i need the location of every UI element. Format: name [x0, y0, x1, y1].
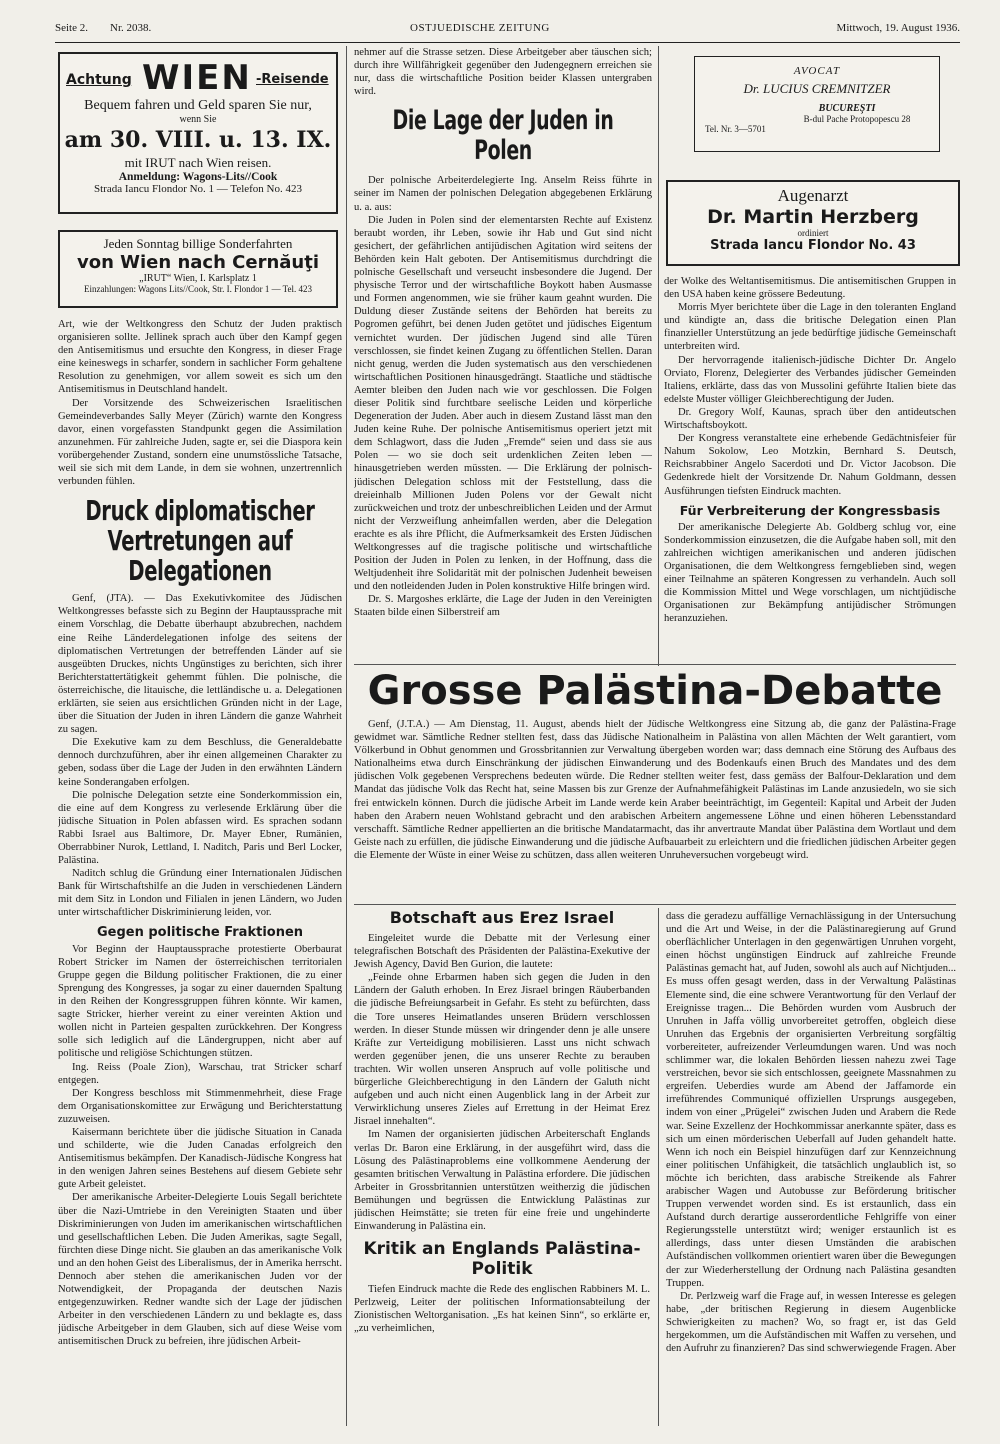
- debatte-headline: Grosse Palästina-Debatte: [367, 668, 943, 714]
- ad-wien-line5: Strada Iancu Flondor No. 1 — Telefon No. 423: [94, 183, 302, 195]
- issue-date: Mittwoch, 19. August 1936.: [836, 22, 960, 34]
- druck-headline: Druck diplomatischer Vertretungen auf Delegationen: [85, 494, 315, 588]
- polen-p1: Der polnische Arbeiterdelegierte Ing. Anselm Reiss führte in seiner im Namen der polnischen Delegation abgegebenen Erklärung u. a. aus:: [354, 175, 652, 213]
- debatte-text: Genf, (J.T.A.) — Am Dienstag, 11. August, abends hielt der Jüdische Weltkongress eine Sitzung ab, die ganz der Palästina-Frage gewidmet war. Sämtliche Redner stellten fest, dass das Jüdische Nationalheim in Palästina von allen Mächten der Welt garantiert, vom Völkerbund in Obhut genommen und Grossbritannien zur Verwaltung übergeben worden war; dass demnach eine Störung des Aufbaus des Nationalheims etwa durch Einschränkung der jüdischen Einwanderung und des Bodenkaufs einen Bruch des Mandates und des dem jüdischen Volk gegebenen Versprechens bedeuten würde. Die Redner stellten weiter fest, dass gemäss der Balfour-Deklaration und dem Mandat das jüdische Volk das Recht hat, seine Massen bis zur Grenze der Aufnahmefähigkeit Palästinas im Lande anzusiedeln, wo sie sich frei entwickeln können. Durch die jüdische Arbeit im Lande werde kein Araber beeinträchtigt, im Gegenteil: Kapital und Arbeit der Juden haben den Arabern neuen Wohlstand gebracht und den arabischen Arbeitern angemessene Löhne und einen höheren Lebensstandard verschafft. Sämtliche Redner appellierten an die britische Mandatarmacht, das ihr anvertraute Mandat über Palästina dem Wortlaut und dem Geiste nach zu erfüllen, die jüdische Einwanderung und die jüdische Aufbauarbeit zu erleichtern und die friedlichen jüdischen Arbeiter gegen die Elemente der Wüste in einer Weise zu schützen, dass allen weiteren Unruheversuchen vorgebeugt wird.: [354, 719, 956, 861]
- botschaft-p1: Eingeleitet wurde die Debatte mit der Verlesung einer telegrafischen Botschaft des Präsidenten der Palästina-Exekutive der Jewish Agency, David Ben Gurion, die lautete:: [354, 933, 650, 971]
- col3-para2: Der amerikanische Delegierte Ab. Goldberg schlug vor, eine Sonderkommission einzusetzen, die die Aufgabe haben soll, mit den zahlreichen wichtigen amerikanischen und anderen jüdischen Organisationen, die dem Weltkongress ferngeblieben sind, wegen einer Teilnahme an späteren Kongressen zu verhandeln. Auch soll die Kommission Mittel und Wege vorschlagen, um nichtjüdische Organisationen zur Bekämpfung antijüdischer Strömungen heranzuziehen.: [664, 521, 956, 625]
- polen-p3: Dr. S. Margoshes erklärte, die Lage der Juden in den Vereinigten Staaten bilde einen Silberstreif am: [354, 594, 652, 619]
- debatte-bottom-rule: [354, 904, 956, 905]
- polen-headline: Die Lage der Juden in Polen: [392, 105, 614, 167]
- avocat-name: Dr. LUCIUS CREMNITZER: [743, 81, 891, 96]
- debatte-top-rule: [354, 664, 956, 665]
- ad-augenarzt: [666, 180, 960, 266]
- augenarzt-status: ordiniert: [797, 228, 829, 238]
- avocat-city: BUCUREŞTI: [818, 103, 876, 114]
- column-1: [58, 318, 342, 1418]
- col-right-bottom-p1: dass die geradezu auffällige Vernachlässigung in der Untersuchung und die Art und Weise, in der die Palästinaregierung auf Grund oberflächlicher Unterlagen in den gegenwärtigen Unruhen vorgeht, einen höchst ungünstigen Eindruck auf zahlreiche Freunde Palästinas gemacht hat, auf Juden, sowohl als auch auf Nichtjuden... Es muss offen gesagt werden, dass in der Verwaltung Palästinas Elemente sind, die eine schwere Verantwortung für den Verlauf der Ereignisse tragen... Die Behörden wurden vom Ausbruch der Unruhen in Jaffa völlig unvorbereitet getroffen, obgleich diese Unruhen das Ergebnis der organisierten Verbreitung sorgfältig vorbereiteter, aufreizender Verleumdungen waren. Und was noch schlimmer war, die lokalen Behörden liessen nahezu zwei Tage verstreichen, bevor sie sich entschlossen, geeignete Massnahmen zu ergreifen. Ueberdies wurde am Abend der Jaffamorde ein irreführendes Communiqué offiziellen Ursprungs ausgegeben, indem von einer „Prügelei“ zwischen Juden und Arabern die Rede war. Seine Exzellenz der Hochkommissar anerkannte später, dass es sich um einen mörderischen Ueberfall auf Juden gehandelt hatte. Wenn ich noch ein Beispiel hinzufügen darf zur Kennzeichnung einer politischen Unfähigkeit, die tatsächlich unglaublich ist, so möchte ich berichten, dass arabische Streikende als Fahrer arabischer Wagen und Autobusse zur Beförderung britischer Truppen verwendet worden sind. Es ist erstaunlich, dass ein Aufstand durch derartige ausserordentliche Fehlgriffe von einer Regierungsstelle unterstützt wird; weniger erstaunlich ist es allerdings, dass unter diesen Umständen die arabischen Aufständischen vollkommen orientiert waren über die Bewegungen der zur Wiederherstellung der Ordnung nach Palästina gesandten Truppen.: [666, 911, 956, 1289]
- ad-sonntag-sonderfahrten: [58, 230, 338, 308]
- ad-wien: WIEN: [142, 58, 252, 98]
- avocat-address: B-dul Pache Protopopescu 28: [803, 114, 911, 124]
- kritik-headline: Kritik an Englands Palästina-Politik: [363, 1239, 641, 1280]
- ad-wien-line1: Bequem fahren und Geld sparen Sie nur,: [84, 98, 312, 113]
- fraktionen-headline: Gegen politische Fraktionen: [96, 924, 304, 940]
- col3-p1: der Wolke des Weltantisemitismus. Die antisemitischen Gruppen in den USA haben keine grössere Bedeutung.: [664, 276, 956, 301]
- ad-reisende: -Reisende: [256, 72, 329, 87]
- fraktionen-p1: Vor Beginn der Hauptaussprache protestierte Oberbaurat Robert Stricker im Namen der österreichischen territorialen Gruppe gegen die Bildung politischer Fraktionen, die zu einer Sprengung des Kongresses, ja sogar zu einer dauernden Spaltung in den Reihen der Kongressgruppen führen könnte. Wir kamen, sagte Stricker, hierher vereint zu einer vereinten Aktion und wollen nicht in Parteien gespalten zurückkehren. Der Kongress solle sich lediglich auf die Ländergruppen, nicht aber auf politische und religiöse Schichtungen stützen.: [58, 943, 342, 1060]
- col1-intro-p1: Art, wie der Weltkongress den Schutz der Juden praktisch organisieren sollte. Jellinek sprach auch über den Kampf gegen den Antisemitismus und ersuchte den Kongress, in dieser Frage eine keineswegs in scharfer, sondern in sachlicher Form gehaltene Resolution zu genehmigen, vor allem soweit es sich um den Antisemitismus in Deutschland handelt.: [58, 319, 342, 396]
- ad-achtung: Achtung: [66, 72, 132, 88]
- druck-p4: Naditch schlug die Gründung einer Internationalen Jüdischen Bank für Wirtschaftshilfe an die Juden in verschiedenen Ländern mit dem Sitz in London und Filialen in jenen Ländern, wo Juden unter wirtschaftlicher Diskriminierung leiden, vor.: [58, 868, 342, 919]
- augenarzt-title: Augenarzt: [777, 186, 849, 205]
- col1-intro-p2: Der Vorsitzende des Schweizerischen Israelitischen Gemeindeverbandes Sally Meyer (Zürich) warnte den Kongress davor, einen vorgefassten Standpunkt gegen die Assimilation anzunehmen. Für zahlreiche Juden, sagte er, sei die Diaspora kein vorübergehender Zustand, sondern eine unumstössliche Tatsache, weil sie sich mit dem Lande, in dem sie wohnen, unzertrennlich verbunden fühlen.: [58, 397, 342, 488]
- page-header: [55, 20, 960, 43]
- ad-avocat: [694, 56, 940, 152]
- polen-p2: Die Juden in Polen sind der elementarsten Rechte auf Existenz beraubt worden, ihr Leben, sowie ihr Hab und Gut sind nicht gesichert, der gefährlichen antijüdischen Agitation wird seitens der Behörden kein Halt geboten. Der Antisemitismus durchdringt die polnische Gesellschaft und verseucht insbesondere die Jugend. Der physische Terror und der wirtschaftliche Boykott haben Ausmasse und Formen angenommen, wie sie früher kaum geahnt wurden. Die Duldung dieser Zustände seitens der Behörden hat bereits zu Pogromen geführt, bei denen Juden getötet und jüdisches Eigentum vernichtet wurden. Der jüdischen Jugend sind alle Türen verschlossen, sie findet keinen Zugang zu öffentlichen Stellen. Daran nicht genug, werden die Juden systematisch aus den verschiedenen wirtschaftlichen Positionen hinausgedrängt. Staatliche und städtische Aemter bleiben den Juden nach wie vor geschlossen. Die Folgen dieser Politik sind furchtbare seelische Leiden und körperliche Degeneration der Juden. Aber auch in diesem Zustand lässt man den Juden keine Ruhe. Der polnische Antisemitismus operiert jetzt mit dem Schlagwort, dass die Juden „Fremde“ seien und dass sie aus Polen — wo sie doch seit urdenklichen Zeiten leben — hinausgetrieben werden müssten. — Die Erklärung der polnisch-jüdischen Delegation schloss mit der Feststellung, dass die dreieinhalb Millionen Juden Polens vor der Gewalt nicht zurückweichen und trotz der unbeschreiblichen Leiden und der Armut nicht der Verzweiflung anheimfallen werden, aber die Delegation erachte es als ihre Pflicht, die Aufmerksamkeit des Ersten Jüdischen Weltkongresses auf die tragische politische und wirtschaftliche Position der Juden in Polen zu lenken, in der Hoffnung, dass die Weltjudenheit ihre Solidarität mit der polnischen Judenheit beweisen und den notleidenden Juden in Polen konstruktive Hilfe bringen wird.: [354, 214, 652, 593]
- druck-p2: Die Exekutive kam zu dem Beschluss, die Generaldebatte dennoch durchzuführen, aber ihr einen allgemeinen Charakter zu geben, sodass über die Lage der Juden in den erwähnten Ländern keine Sonderangaben erfolgen.: [58, 737, 342, 788]
- column-2-bottom: [354, 908, 650, 1428]
- newspaper-title: OSTJUEDISCHE ZEITUNG: [410, 22, 550, 34]
- druck-p1: Genf, (JTA). — Das Exekutivkomitee des Jüdischen Weltkongresses befasste sich zu Beginn der Hauptaussprache mit einem Vorschlag, die Debatte überhaupt abzubrechen, nachdem eine Reihe Länderdelegationen infolge des seitens der diplomatischen Vertretungen der betreffenden Länder auf sie ausgeübten Druckes, nichts Ungünstiges zu berichten, sich ihrer Berichterstattertätigkeit gehemmt fühlen. Die polnische, die österreichische, die litauische, die lettländische u. a. Delegationen erklärten, sie seien aus ersichtlichen Gründen nicht in der Lage, über die Situation der Juden in ihren Ländern die ganze Wahrheit zu sagen.: [58, 593, 342, 736]
- kongressbasis-headline: Für Verbreiterung der Kongressbasis: [679, 502, 941, 518]
- page-number: Seite 2.: [55, 22, 88, 34]
- ad-sonntag-line1: Jeden Sonntag billige Sonderfahrten: [103, 236, 293, 251]
- issue-number: Nr. 2038.: [110, 22, 152, 34]
- fraktionen-p2: Ing. Reiss (Poale Zion), Warschau, trat Stricker scharf entgegen.: [58, 1061, 342, 1086]
- avocat-title: AVOCAT: [793, 65, 841, 77]
- botschaft-headline: Botschaft aus Erez Israel: [389, 908, 615, 927]
- druck-p3: Die polnische Delegation setzte eine Sonderkommission ein, die eine auf dem Kongress zu verlesende Erklärung über die jüdische Situation in Polen abfassen wird. Es sprachen sodann Rabbi Israel aus Baltimore, Dr. Mayer Ebner, Rumänien, Oberrabbiner Nurok, Lettland, I. Naditch, Paris und Berl Locker, Palästina.: [58, 789, 342, 867]
- ad-wien-reisende: [58, 52, 338, 214]
- column-rule-1: [346, 46, 347, 1426]
- ad-wien-line4: Anmeldung: Wagons-Lits//Cook: [118, 171, 278, 183]
- augenarzt-name: Dr. Martin Herzberg: [707, 206, 919, 228]
- augenarzt-address: Strada Iancu Flondor No. 43: [710, 238, 916, 253]
- col3-p3: Der hervorragende italienisch-jüdische Dichter Dr. Angelo Orviato, Florenz, Delegierter des Verbandes jüdischer Gemeinden Italiens, erklärte, dass das von Mussolini geführte Italien biete das edelste Muster völliger Gleichberechtigung der Juden.: [664, 354, 956, 405]
- ad-wien-dates: am 30. VIII. u. 13. IX.: [64, 127, 332, 153]
- column-2-top: [354, 46, 652, 666]
- fraktionen-p4: Kaisermann berichtete über die jüdische Situation in Canada und schilderte, wie die Juden Canadas erfolgreich den Antisemitismus bekämpfen. Der Kanadisch-Jüdische Kongress hat in den wenigen Jahren seines Bestehens auf diesem Gebiete sehr gute Arbeit geleistet.: [58, 1126, 342, 1191]
- debatte-text-block: [354, 718, 956, 904]
- col3-p5: Der Kongress veranstaltete eine erhebende Gedächtnisfeier für Nahum Sokolow, Leo Motzkin, Bernhard S. Deutsch, Reichsrabbiner Angelo Sacerdoti und Dr. Victor Jacobson. Die Gedenkrede hielt der Vorsitzende Dr. Nahum Goldmann, dessen Ausführungen tiefsten Eindruck machten.: [664, 433, 956, 497]
- ad-sonntag-line3: „IRUT“ Wien, I. Karlsplatz 1: [139, 273, 257, 284]
- column-rule-2: [658, 46, 659, 666]
- column-3-bottom: [666, 910, 956, 1428]
- col-right-bottom-p2: Dr. Perlzweig warf die Frage auf, in wessen Interesse es gelegen habe, „der britischen Regierung in diesem Augenblicke Schwierigkeiten zu machen? Wo, so fragt er, ist das Geld hergekommen, um die Aufständischen mit Waffen zu versehen, und den Aufruhr zu finanzieren? Das sind schwerwiegende Fragen. Aber: [666, 1290, 956, 1355]
- ad-sonntag-line4: Einzahlungen: Wagons Lits//Cook, Str. I. Flondor 1 — Tel. 423: [83, 284, 313, 294]
- ad-wien-line2: wenn Sie: [179, 114, 217, 125]
- fraktionen-p5: Der amerikanische Arbeiter-Delegierte Louis Segall berichtete über die Nazi-Umtriebe in den Vereinigten Staaten und über Diskriminierungen von Juden im amerikanischen wirtschaftlichen und gesellschaftlichen Leben. Die Juden Amerikas, sagte Segall, fürchten diese Dinge nicht. Sie glauben an das amerikanische Volk und an den hohen Geist des Liberalismus, der in Amerika herrscht. Dennoch aber stehen die amerikanischen Juden vor der Notwendigkeit, der Propaganda der deutschen Nazis entgegenzuwirken. Redner wandte sich der Lage der jüdischen Arbeiter in den verschiedenen Ländern zu und beklagte es, dass jüdische Arbeitgeber in dem Glauben, sich auf diese Weise vom antisemitischen Druck zu befreien, ihre jüdischen Arbeit-: [58, 1192, 342, 1348]
- column-rule-3: [658, 908, 659, 1426]
- ad-sonntag-line2: von Wien nach Cernăuţi: [76, 252, 320, 273]
- botschaft-p3: Im Namen der organisierten jüdischen Arbeiterschaft Englands verlas Dr. Baron eine Erklärung, in der ausgeführt wird, dass die Lösung des Palästinaproblems eine vollkommene Aenderung der gesamten britischen Verwaltung in Palästina erfordere. Die jüdischen Arbeiter in Grossbritannien unterstützen weitherzig die jüdischen Bemühungen und begrüssen die Entwicklung Palästinas zur jüdischen Heimstätte; sie treten für eine freie und ungehinderte Einwanderung in Palästina ein.: [354, 1129, 650, 1233]
- botschaft-p2: „Feinde ohne Erbarmen haben sich gegen die Juden in den Ländern der Galuth erhoben. In Erez Jisrael bringen Räuberbanden die jüdische Befreiungsarbeit in Gefahr. Es steht zu befürchten, dass die Tore unseres Heimatlandes unseren Brüdern verschlossen werden. In dieser Stunde müssen wir dringender denn je alle unsere Kräfte zur Verteidigung mobilisieren. Lasst uns nicht schwach werden gegenüber jenen, die uns unserer Rechte zu berauben trachten. Wir wollen unseren Anspruch auf volle politische und bürgerliche Gleichberechtigung in den Ländern der Galuth nicht aufgeben und auch nicht einen Augenblick lang in der Arbeit zur Verwirklichung unseres Zieles auf Errettung in der Heimat Erez Jisrael innehalten“.: [354, 972, 650, 1128]
- fraktionen-p3: Der Kongress beschloss mit Stimmenmehrheit, diese Frage dem Organisationskomittee zur Erwägung und Berichterstattung zuzuweisen.: [58, 1087, 342, 1125]
- col3-p2: Morris Myer berichtete über die Lage in den toleranten England und kündigte an, dass die britische Delegation einen Plan finanzieller Unterstützung an jede bedürftige jüdische Gemeinschaft unterbreiten wird.: [664, 302, 956, 353]
- ad-wien-line3: mit IRUT nach Wien reisen.: [124, 155, 272, 170]
- avocat-tel: Tel. Nr. 3—5701: [705, 124, 766, 134]
- col3-p4: Dr. Gregory Wolf, Kaunas, sprach über den antideutschen Wirtschaftsboykott.: [664, 406, 956, 432]
- kritik-text: Tiefen Eindruck machte die Rede des englischen Rabbiners M. L. Perlzweig, Leiter der politischen Informationsabteilung der Zionistischen Weltorganisation. „Es hat keinen Sinn“, so erklärte er, „zu verheimlichen,: [354, 1284, 650, 1335]
- column-3: [664, 275, 956, 665]
- col2-top-text: nehmer auf die Strasse setzen. Diese Arbeitgeber aber täuschen sich; durch ihre Willfährigkeit gegenüber den Judengegnern erreichen sie nur, dass die wirtschaftliche Position beider Klassen untergraben wird.: [354, 47, 652, 98]
